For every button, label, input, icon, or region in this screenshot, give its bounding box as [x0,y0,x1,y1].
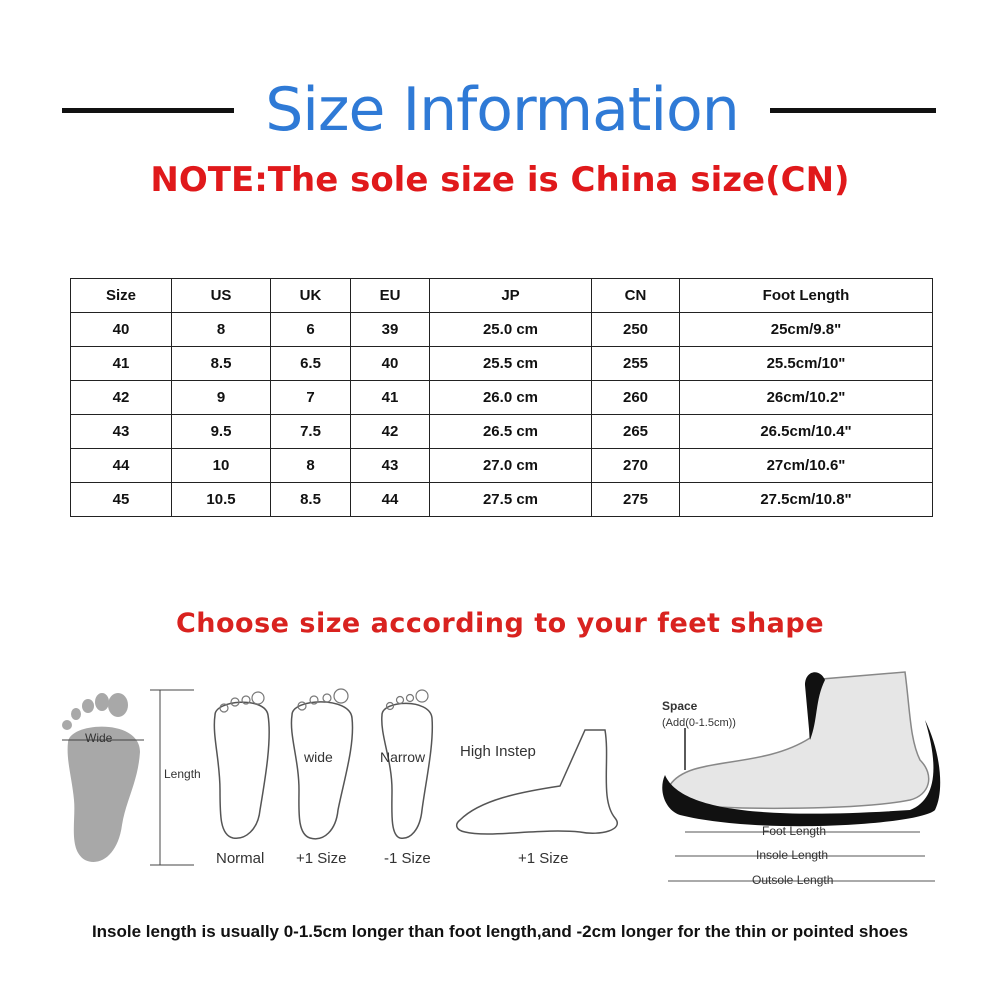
title-rule-right [770,108,936,113]
table-cell: 6 [271,313,351,347]
insole-length-note: Insole length is usually 0-1.5cm longer than foot length,and -2cm longer for the thin or pointed shoes [91,922,909,941]
foot-length-label: Foot Length [762,824,827,838]
toe-icon [407,695,414,702]
normal-foot-outline [214,702,269,838]
table-cell: 275 [592,483,680,517]
normal-foot-label: Normal [216,850,265,867]
length-label: Length [164,767,201,781]
table-cell: 41 [71,347,172,381]
table-row [71,415,933,449]
table-cell: 25.5 cm [430,347,592,381]
table-row [71,347,933,381]
table-cell: 25.0 cm [430,313,592,347]
page-title: Size Information [265,75,739,145]
table-cell: 26.5 cm [430,415,592,449]
column-header: UK [271,279,351,313]
table-cell: 250 [592,313,680,347]
toe-icon [334,689,348,703]
space-label: Space [662,699,698,713]
table-cell: 26cm/10.2" [680,381,933,415]
table-cell: 8.5 [271,483,351,517]
size-chart-table [70,278,933,517]
footprint-icon [62,693,140,862]
space-note: (Add(0-1.5cm)) [662,717,736,729]
high-instep-mark: High Instep [460,743,536,760]
toe-icon [416,690,428,702]
table-cell: 44 [351,483,430,517]
table-cell: 7 [271,381,351,415]
outsole-length-label: Outsole Length [752,873,834,887]
table-cell: 9.5 [172,415,271,449]
table-row [71,483,933,517]
table-cell: 7.5 [271,415,351,449]
table-cell: 8.5 [172,347,271,381]
foot-in-shoe-icon [668,672,928,808]
wide-foot-mark: wide [304,749,333,765]
table-cell: 25.5cm/10" [680,347,933,381]
narrow-foot-label: -1 Size [384,850,431,867]
column-header: Foot Length [680,279,933,313]
table-cell: 270 [592,449,680,483]
table-cell: 255 [592,347,680,381]
table-cell: 27.0 cm [430,449,592,483]
wide-label: Wide [85,731,113,745]
toe-icon [323,694,331,702]
table-cell: 8 [172,313,271,347]
narrow-foot-mark: Narrow [380,749,426,765]
column-header: EU [351,279,430,313]
table-cell: 10 [172,449,271,483]
table-cell: 40 [71,313,172,347]
table-cell: 43 [351,449,430,483]
column-header: US [172,279,271,313]
table-cell: 39 [351,313,430,347]
table-cell: 43 [71,415,172,449]
column-header: CN [592,279,680,313]
feet-illustration [40,660,970,900]
table-row [71,381,933,415]
table-row [71,449,933,483]
feet-illustration-svg [40,660,970,900]
table-row [71,313,933,347]
column-header: Size [71,279,172,313]
narrow-foot-outline [382,703,433,838]
table-header-row [71,279,933,313]
shoe-diagram [662,672,940,826]
table-cell: 6.5 [271,347,351,381]
toe-icon [397,697,404,704]
table-cell: 44 [71,449,172,483]
table-cell: 27cm/10.6" [680,449,933,483]
table-cell: 27.5cm/10.8" [680,483,933,517]
wide-foot-label: +1 Size [296,850,347,867]
table-cell: 25cm/9.8" [680,313,933,347]
table-cell: 42 [71,381,172,415]
toe-icon [252,692,264,704]
table-cell: 260 [592,381,680,415]
table-cell: 9 [172,381,271,415]
title-row [0,70,1000,150]
table-cell: 40 [351,347,430,381]
table-cell: 26.0 cm [430,381,592,415]
high-instep-label: +1 Size [518,850,569,867]
table-cell: 42 [351,415,430,449]
table-cell: 26.5cm/10.4" [680,415,933,449]
wide-foot-outline [291,702,352,839]
table-cell: 10.5 [172,483,271,517]
sole-size-note: NOTE:The sole size is China size(CN) [150,160,850,200]
title-rule-left [62,108,234,113]
insole-length-label: Insole Length [756,848,829,862]
table-cell: 41 [351,381,430,415]
feet-shape-heading: Choose size according to your feet shape [175,608,825,639]
column-header: JP [430,279,592,313]
table-cell: 8 [271,449,351,483]
table-cell: 27.5 cm [430,483,592,517]
table-cell: 265 [592,415,680,449]
table-cell: 45 [71,483,172,517]
